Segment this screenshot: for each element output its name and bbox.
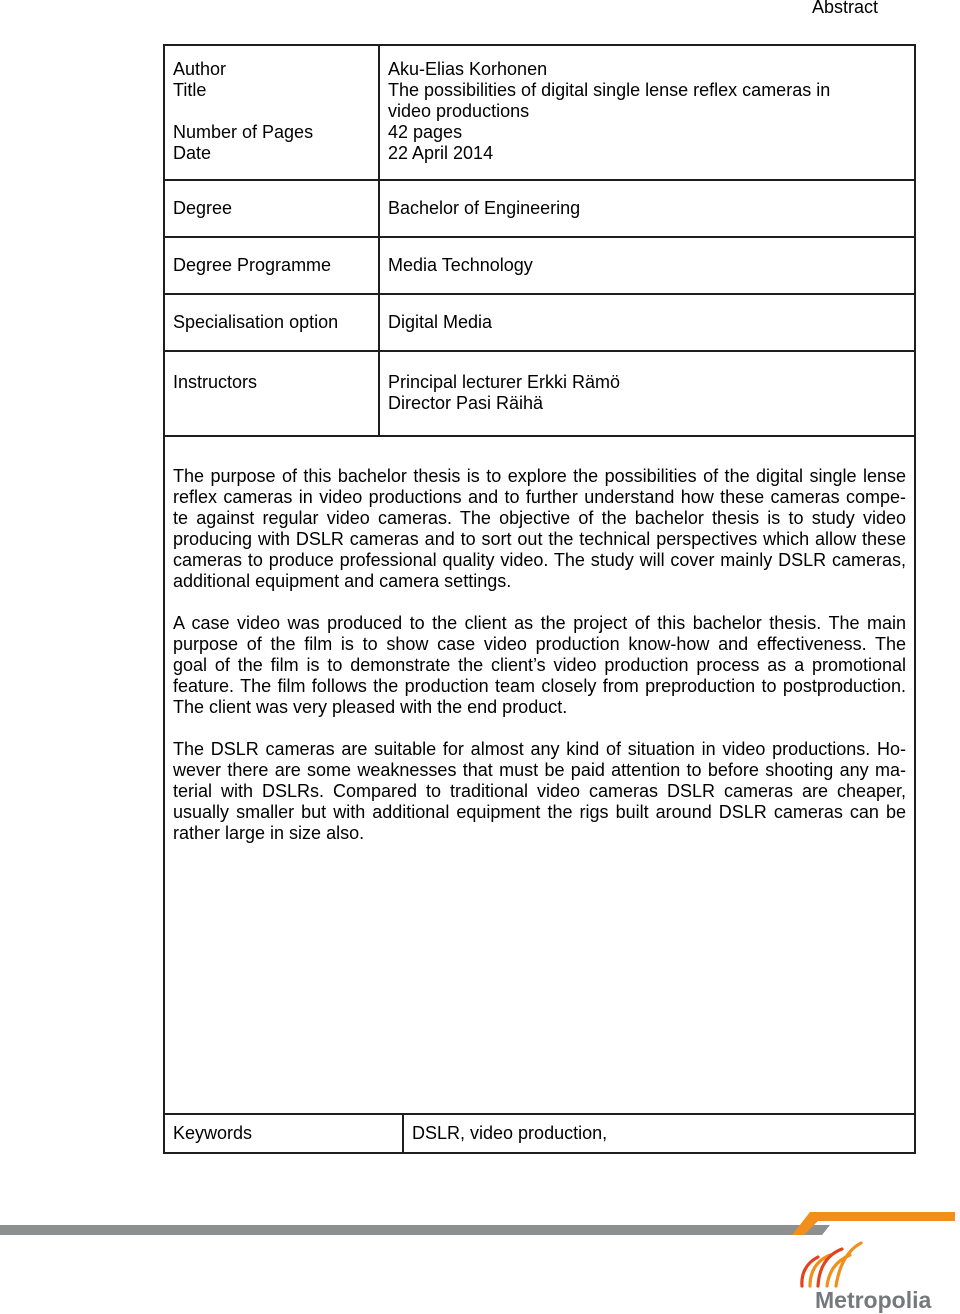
degree-row	[165, 181, 914, 238]
abstract-line: purpose of the film is to show case video production know-how and effectiveness. The	[173, 634, 906, 654]
specialisation-value-cell	[380, 295, 914, 350]
abstract-line: cameras to produce professional quality video. The study will cover mainly DSLR cameras,	[173, 550, 906, 570]
keywords-label-cell	[165, 1115, 404, 1152]
title-label: Title	[173, 80, 207, 100]
abstract-line: goal of the film is to demonstrate the client’s video production process as a promotional	[173, 655, 906, 675]
abstract-paragraph	[173, 466, 906, 592]
instructors-row	[165, 352, 914, 437]
keywords-value: DSLR, video production,	[412, 1123, 608, 1143]
title-label-spacer	[173, 101, 378, 122]
abstract-line: rather large in size also.	[173, 823, 365, 843]
instructor-name: Director Pasi Räihä	[388, 393, 544, 413]
keywords-label: Keywords	[173, 1123, 253, 1143]
abstract-line: The purpose of this bachelor thesis is to explore the possibilities of the digital single lense	[173, 466, 906, 486]
pages-value: 42 pages	[388, 122, 463, 142]
abstract-paragraph	[173, 613, 906, 718]
keywords-table	[163, 1115, 916, 1154]
thesis-details-values	[380, 46, 914, 179]
programme-value: Media Technology	[388, 255, 533, 275]
abstract-line: The DSLR cameras are suitable for almost any kind of situation in video productions. Ho-	[173, 739, 906, 759]
abstract-line: terial with DSLRs. Compared to traditional video cameras DSLR cameras are cheaper,	[173, 781, 906, 801]
page-section-label: Abstract	[812, 0, 879, 17]
instructors-value-cell	[380, 352, 914, 435]
abstract-line: te against regular video cameras. The objective of the bachelor thesis is to study video	[173, 508, 906, 528]
metropolia-swoosh-icon	[802, 1243, 861, 1286]
abstract-line: usually smaller but with additional equipment the rigs built around DSLR cameras can be	[173, 802, 906, 822]
author-value: Aku-Elias Korhonen	[388, 59, 548, 79]
programme-label: Degree Programme	[173, 255, 332, 275]
abstract-text	[165, 437, 914, 1113]
instructor-name: Principal lecturer Erkki Rämö	[388, 372, 621, 392]
keywords-value-cell	[404, 1115, 914, 1152]
author-label: Author	[173, 59, 227, 79]
specialisation-label-cell	[165, 295, 380, 350]
abstract-line: A case video was produced to the client as the project of this bachelor thesis. The main	[173, 613, 906, 633]
degree-value: Bachelor of Engineering	[388, 198, 581, 218]
specialisation-value: Digital Media	[388, 312, 493, 332]
abstract-line: producing with DSLR cameras and to sort out the technical perspectives which allow these	[173, 529, 906, 549]
abstract-line: feature. The film follows the production team closely from preproduction to postproduction.	[173, 676, 906, 696]
date-value: 22 April 2014	[388, 143, 494, 163]
thesis-details-row	[165, 46, 914, 181]
footer-gray-bar	[0, 1225, 830, 1235]
pages-label: Number of Pages	[173, 122, 314, 142]
footer-decoration	[0, 1205, 960, 1289]
degree-value-cell	[380, 181, 914, 236]
degree-label: Degree	[173, 198, 233, 218]
instructors-label-cell	[165, 352, 380, 435]
thesis-details-labels	[165, 46, 380, 179]
abstract-line: reflex cameras in video productions and to further understand how these cameras compe-	[173, 487, 906, 507]
abstract-info-table	[163, 44, 916, 1115]
degree-programme-row	[165, 238, 914, 295]
instructors-label: Instructors	[173, 372, 258, 392]
degree-label-cell	[165, 181, 380, 236]
programme-value-cell	[380, 238, 914, 293]
logo-wordmark: Metropolia	[815, 1287, 932, 1313]
abstract-line: wever there are some weaknesses that must be paid attention to before shooting any ma-	[173, 760, 906, 780]
abstract-paragraph	[173, 739, 906, 844]
programme-label-cell	[165, 238, 380, 293]
title-value-line: video productions	[388, 101, 530, 121]
abstract-line: The client was very pleased with the end product.	[173, 697, 568, 717]
date-label: Date	[173, 143, 212, 163]
abstract-line: additional equipment and camera settings.	[173, 571, 512, 591]
specialisation-row	[165, 295, 914, 352]
title-value-line: The possibilities of digital single lense reflex cameras in	[388, 80, 831, 100]
specialisation-label: Specialisation option	[173, 312, 339, 332]
